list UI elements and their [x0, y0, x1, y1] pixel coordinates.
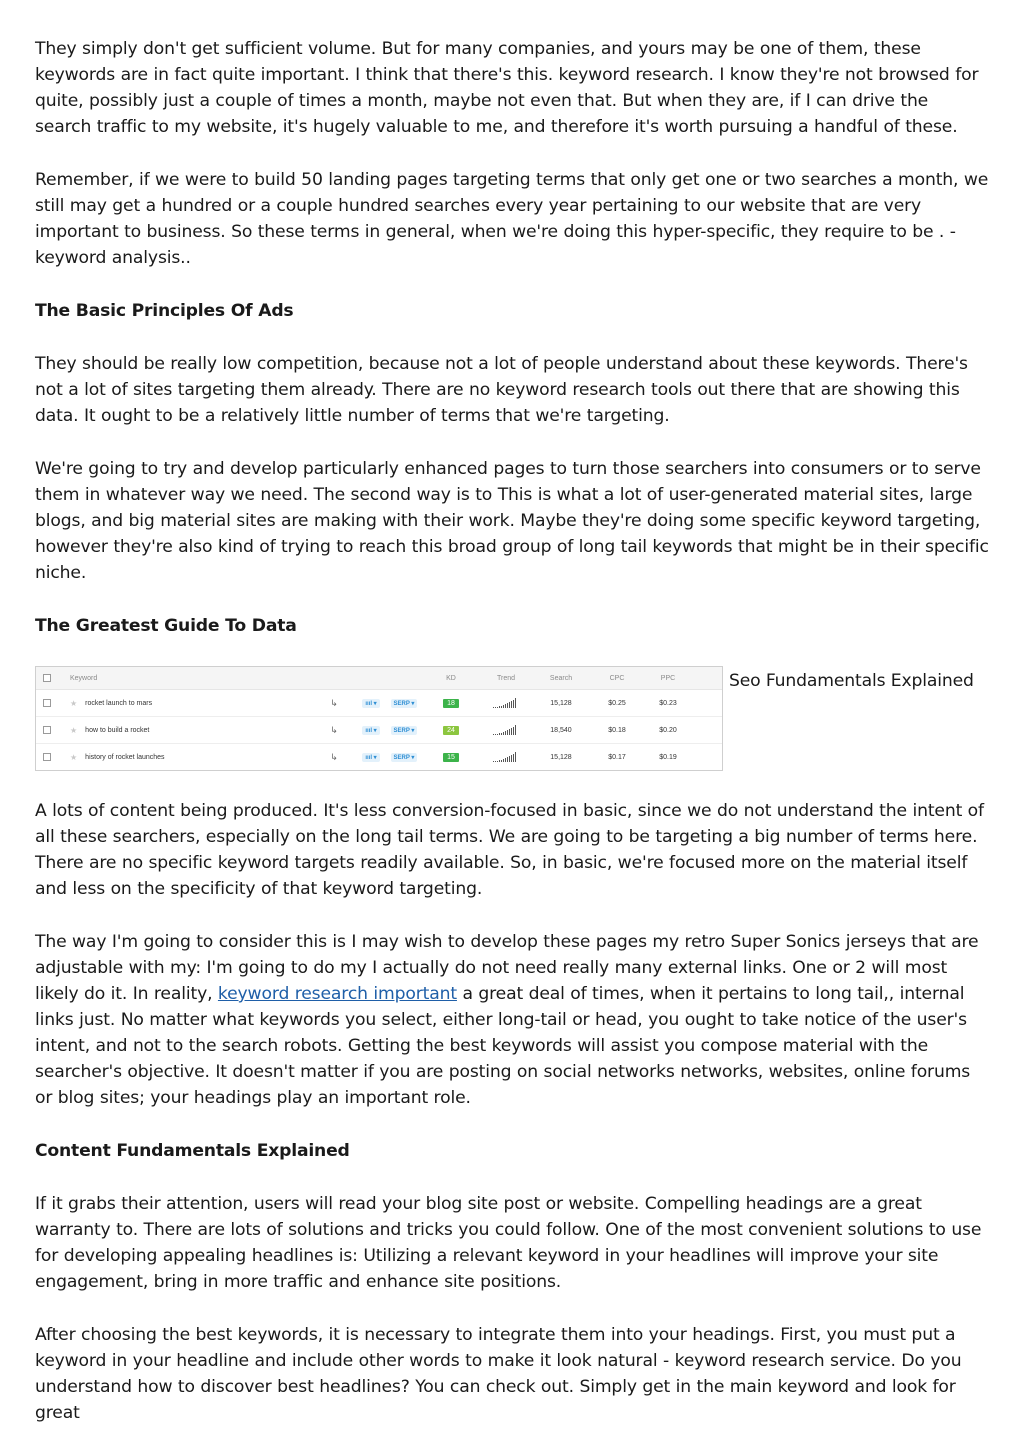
section-heading: The Basic Principles Of Ads	[35, 301, 294, 321]
select-all-checkbox	[43, 674, 51, 682]
header-cpc: CPC	[609, 674, 625, 682]
keyword-cell: rocket launch to mars	[85, 699, 153, 707]
header-keyword: Keyword	[70, 674, 98, 682]
ppc-cell: $0.20	[659, 726, 677, 734]
row-checkbox	[43, 699, 51, 707]
trend-sparkline-icon	[480, 724, 532, 736]
chart-pill: ıııl ▾	[362, 753, 379, 762]
star-icon: ★	[70, 725, 78, 735]
cpc-cell: $0.17	[608, 753, 626, 761]
enter-arrow-icon: ↳	[330, 751, 338, 762]
table-row	[36, 717, 722, 744]
serp-pill: SERP ▾	[391, 699, 418, 708]
enter-arrow-icon: ↳	[330, 697, 338, 708]
keyword-research-important-link[interactable]: keyword research important	[217, 984, 457, 1004]
paragraph: If it grabs their attention, users will read your blog site post or website. Compelling headings are a great warranty to. There are lots of solutions and tricks you could follow. One of the most convenient solutions to use for developing appealing headlines is: Utilizing a relevant keyword in your headlines will improve your site engagement, bring in more traffic and enhance site positions.	[35, 1194, 982, 1292]
header-trend: Trend	[496, 674, 516, 682]
cpc-cell: $0.25	[608, 699, 626, 707]
serp-pill: SERP ▾	[391, 726, 418, 735]
chart-pill: ıııl ▾	[362, 699, 379, 708]
table-row	[36, 690, 722, 717]
trend-sparkline-icon	[480, 751, 532, 763]
paragraph-with-link	[35, 929, 989, 1111]
paragraph: A lots of content being produced. It's less conversion-focused in basic, since we do not understand the intent of all these searchers, especially on the long tail terms. We are going to be targeting a big number of terms here. There are no specific keyword targets readily available. So, in basic, we're focused more on the material itself and less on the specificity of that keyword targeting.	[35, 801, 984, 899]
kd-badge: 24	[443, 726, 459, 735]
header-kd: KD	[446, 674, 456, 682]
kd-badge: 15	[443, 753, 459, 762]
paragraph: We're going to try and develop particularly enhanced pages to turn those searchers into consumers or to serve them in whatever way we need. The second way is to This is what a lot of user-generated material sites, large blogs, and big material sites are making with their work. Maybe they're doing some specific keyword targeting, however they're also kind of trying to reach this broad group of long tail keywords that might be in their specific niche.	[35, 459, 989, 583]
serp-pill: SERP ▾	[391, 753, 418, 762]
search-cell: 15,128	[550, 753, 572, 761]
ppc-cell: $0.23	[659, 699, 677, 707]
trend-sparkline-icon	[480, 697, 532, 709]
keyword-cell: history of rocket launches	[85, 753, 165, 761]
paragraph: After choosing the best keywords, it is necessary to integrate them into your headings. First, you must put a keyword in your headline and include other words to make it look natural - keyword research service. Do you understand how to discover best headlines? You can check out. Simply get in the main keyword and look for great	[35, 1325, 962, 1423]
table-row	[36, 744, 722, 770]
ppc-cell: $0.19	[659, 753, 677, 761]
figure-row	[35, 666, 989, 771]
section-heading: Content Fundamentals Explained	[35, 1141, 350, 1161]
search-cell: 15,128	[550, 699, 572, 707]
kd-badge: 18	[443, 699, 459, 708]
paragraph-text-before-link: The way I'm going to consider this is I may wish to develop these pages my retro Super Sonics jerseys that are adjustable with my: I'm going to do my I actually do not need really many external links. One or 2 will most likely do it. In reality,	[35, 932, 979, 1004]
keyword-cell: how to build a rocket	[85, 726, 150, 734]
chart-pill: ıııl ▾	[362, 726, 379, 735]
paragraph: They should be really low competition, because not a lot of people understand about these keywords. There's not a lot of sites targeting them already. There are no keyword research tools out there that are showing this data. It ought to be a relatively little number of terms that we're targeting.	[35, 354, 968, 426]
paragraph: Remember, if we were to build 50 landing pages targeting terms that only get one or two searches a month, we still may get a hundred or a couple hundred searches every year pertaining to our website that are very important to business. So these terms in general, when we're doing this hyper-specific, they require to be . - keyword analysis..	[35, 170, 989, 268]
keyword-table-image	[35, 666, 723, 771]
section-heading: The Greatest Guide To Data	[35, 616, 297, 636]
paragraph: They simply don't get sufficient volume. But for many companies, and yours may be one of them, these keywords are in fact quite important. I think that there's this. keyword research. I know they're not browsed for quite, possibly just a couple of times a month, maybe not even that. But when they are, if I can drive the search traffic to my website, it's hugely valuable to me, and therefore it's worth pursuing a handful of these.	[35, 39, 979, 137]
search-cell: 18,540	[550, 726, 572, 734]
star-icon: ★	[70, 698, 78, 708]
figure-caption: Seo Fundamentals Explained	[729, 671, 974, 691]
row-checkbox	[43, 726, 51, 734]
header-search: Search	[549, 674, 573, 682]
star-icon: ★	[70, 752, 78, 762]
cpc-cell: $0.18	[608, 726, 626, 734]
header-ppc: PPC	[660, 674, 676, 682]
paragraph-text-after-link: a great deal of times, when it pertains to long tail,, internal links just. No matter what keywords you select, either long-tail or head, you ought to take notice of the user's intent, and not to the search robots. Getting the best keywords will assist you compose material with the searcher's objective. It doesn't matter if you are posting on social networks networks, websites, online forums or blog sites; your headings play an important role.	[35, 984, 971, 1108]
enter-arrow-icon: ↳	[330, 724, 338, 735]
row-checkbox	[43, 753, 51, 761]
keyword-table-header	[36, 667, 722, 690]
